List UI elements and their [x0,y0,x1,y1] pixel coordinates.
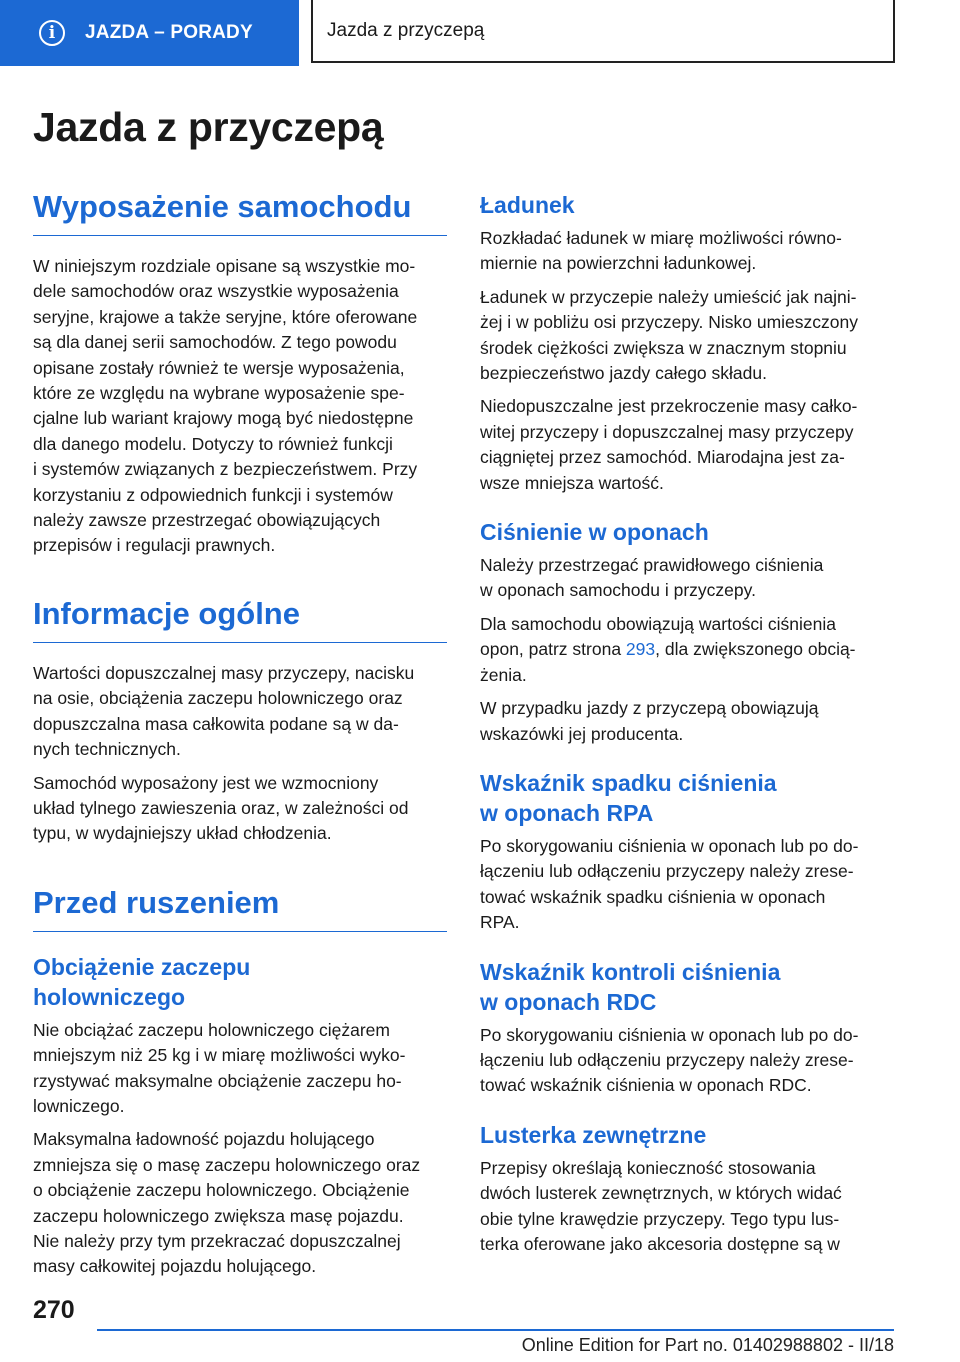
heading-obciazenie: Obciążenie zaczepu holowniczego [33,953,251,1010]
section-tab[interactable] [0,0,299,66]
paragraph-cisnienie-1: Należy przestrzegać prawidłowego ciśnienia w oponach samochodu i przyczepy. [480,555,824,601]
paragraph-wyposazenie: W niniejszym rozdziale opisane są wszystkie mo- dele samochodów oraz wszystkie wyposażenia seryjne, krajowe a także seryjne, które oferowane są dla danej serii samochodów. Z tego powodu opisane zostały również te wersje wyposażenia, które ze względu na wybrane wyposażenie spe- cjalne lub wariant krajowy mogą być niedostępne dla danego modelu. Dotyczy to również funkcji i systemów związanych z bezpieczeństwem. Przy korzystaniu z odpowiednich funkcji i systemów należy zawsze przestrzegać obowiązujących przepisów i regulacji prawnych. [33,256,418,556]
paragraph-cisnienie-2: Dla samochodu obowiązują wartości ciśnienia opon, patrz strona 293, dla zwiększonego obcią- żenia. [480,613,856,685]
paragraph-ladunek-1: Rozkładać ładunek w miarę możliwości równo- miernie na powierzchni ładunkowej. [480,228,842,274]
chapter-header [311,0,895,63]
paragraph-ladunek-3: Niedopuszczalne jest przekroczenie masy całko- witej przyczepy i dopuszczalnej masy przyczepy ciągniętej przez samochód. Miarodajna jest za- wsze mniejsza wartość. [480,396,858,493]
page-number: 270 [33,1296,75,1324]
paragraph-obciazenie-2: Maksymalna ładowność pojazdu holującego zmniejsza się o masę zaczepu holowniczego oraz o obciążenie zaczepu holowniczego. Obciążenie zaczepu holowniczego zwiększa masę pojazdu. Nie należy przy tym przekraczać dopuszczalnej masy całkowitej pojazdu holującego. [33,1129,421,1277]
heading-wyposazenie: Wyposażenie samochodu [33,188,447,236]
heading-informacje: Informacje ogólne [33,595,447,643]
heading-rpa: Wskaźnik spadku ciśnienia w oponach RPA [480,769,777,826]
left-column [33,188,447,1280]
paragraph-informacje-2: Samochód wyposażony jest we wzmocniony układ tylnego zawieszenia oraz, w zależności od typu, w wydajniejszy układ chłodzenia. [33,772,409,844]
paragraph-cisnienie-3: W przypadku jazdy z przyczepą obowiązują wskazówki jej producenta. [480,698,819,744]
page-title: Jazda z przyczepą [33,104,384,150]
paragraph-obciazenie-1: Nie obciążać zaczepu holowniczego ciężarem mniejszym niż 25 kg i w miarę możliwości wyko- rzystywać maksymalne obciążenie zaczepu ho- lowniczego. [33,1019,406,1116]
section-label: JAZDA – PORADY [85,22,253,43]
heading-rdc: Wskaźnik kontroli ciśnienia w oponach RDC [480,958,781,1015]
paragraph-ladunek-2: Ładunek w przyczepie należy umieścić jak najni- żej i w pobliżu osi przyczepy. Nisko umieszczony środek ciężkości zwiększa w znacznym stopniu bezpieczeństwo jazdy całego składu. [480,286,859,384]
info-icon: i [39,20,65,46]
page-link-293[interactable]: 293 [625,639,656,660]
paragraph-rpa: Po skorygowaniu ciśnienia w oponach lub po do- łączeniu lub odłączeniu przyczepy należy zrese- tować wskaźnik spadku ciśnienia w oponach RPA. [480,835,859,933]
edition-label: Online Edition for Part no. 01402988802 - II/18 [521,1335,894,1355]
footer-rule [97,1329,894,1331]
chapter-label: Jazda z przyczepą [327,19,485,41]
right-column [480,190,894,1257]
heading-przed-ruszeniem: Przed ruszeniem [33,884,447,932]
heading-cisnienie: Ciśnienie w oponach [480,519,709,546]
heading-lusterka: Lusterka zewnętrzne [480,1121,707,1148]
heading-ladunek: Ładunek [480,192,575,218]
paragraph-rdc: Po skorygowaniu ciśnienia w oponach lub po do- łączeniu lub odłączeniu przyczepy należy zrese- tować wskaźnik ciśnienia w oponach RDC. [480,1024,859,1096]
paragraph-informacje-1: Wartości dopuszczalnej masy przyczepy, nacisku na osie, obciążenia zaczepu holowniczego oraz dopuszczalna masa całkowita podane są w da- nych technicznych. [33,662,415,760]
paragraph-lusterka: Przepisy określają konieczność stosowania dwóch lusterek zewnętrznych, w których widać obie tylne krawędzie przyczepy. Tego typu lus- terka oferowane jako akcesoria dostępne są w [480,1157,842,1254]
